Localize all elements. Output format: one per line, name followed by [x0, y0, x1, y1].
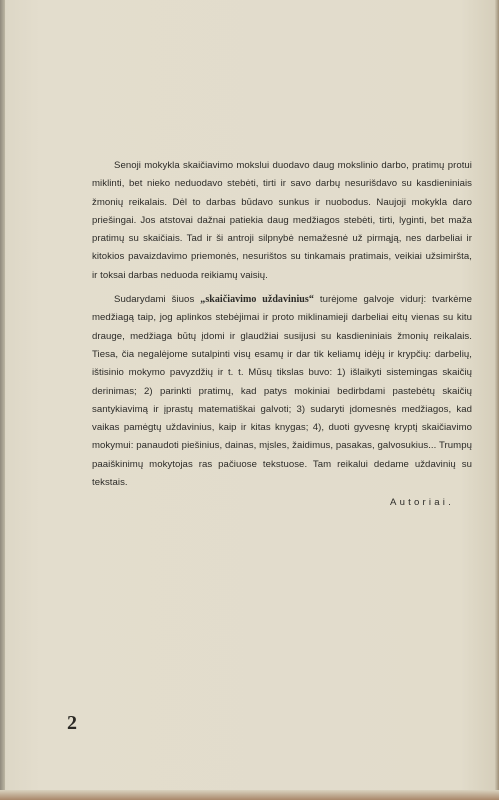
- page-right-edge: [495, 0, 499, 800]
- preface-paragraph-2-lead: Sudarydami šiuos: [114, 294, 201, 306]
- preface-paragraph-1: Senoji mokykla skaičiavimo mokslui duodavo daug mokslinio darbo, pratimų protui miklinti, bet nieko neduodavo stebėti, tirti ir savo darbų nesurišdavo su kasdieniniais žmonių reikalais. Dėl to darbas būdavo sunkus ir nuobodus. Naujoji mokykla daro priešingai. Jos atstovai dažnai patiekia daug medžiagos stebėti, tirti, lyginti, bet maža pratimų su skaičiais. Tad ir ši antroji silpnybė nemažesnė už pirmąją, nes darbeliai ir kitokios pavaizdavimo priemonės, nesurištos su tinkamais pratimais, veikiai užsimiršta, ir toksai darbas neduoda reikiamų vaisių.: [92, 160, 472, 281]
- page-number: 2: [67, 712, 77, 734]
- page-spine-shadow: [0, 0, 5, 800]
- preface-paragraph-2: [92, 291, 472, 492]
- page-bottom-edge: [0, 790, 499, 800]
- authors-signature: Autoriai.: [390, 497, 454, 509]
- preface-paragraph-2-body: turėjome galvoje vidurį: tvarkėme medžiagą taip, jog aplinkos stebėjimai ir proto miklinamieji darbeliai eitų vienas su kitu drauge, medžiaga būtų įdomi ir glaudžiai susijusi su kasdieniniais žmonių reikalais. Tiesa, čia negalėjome sutalpinti visų esamų ir dar tik keliamų idėjų ir krypčių: darbelių, ištisinio mokymo pavyzdžių ir t. t. Mūsų tikslas buvo: 1) išlaikyti sistemingas skaičių derinimas; 2) parinkti pratimų, kad patys mokiniai bedirbdami pastebėtų skaičių santykiavimą ir įprastų matematiškai galvoti; 3) sudaryti įdomesnės medžiagos, kad vaikas pamėgtų uždavinius, kaip ir kitas knygas; 4), duoti gyvesnę kryptį skaičiavimo mokymui: panaudoti piešinius, dainas, mįsles, žaidimus, pasakas, galvosukius... Trumpų paaiškinimų mokytojas ras pačiuose tekstuose. Tam reikalui dedame uždavinių su tekstais.: [92, 294, 473, 489]
- preface-text: [92, 157, 472, 513]
- book-title-reference: „skaičiavimo uždavinius“: [200, 294, 314, 306]
